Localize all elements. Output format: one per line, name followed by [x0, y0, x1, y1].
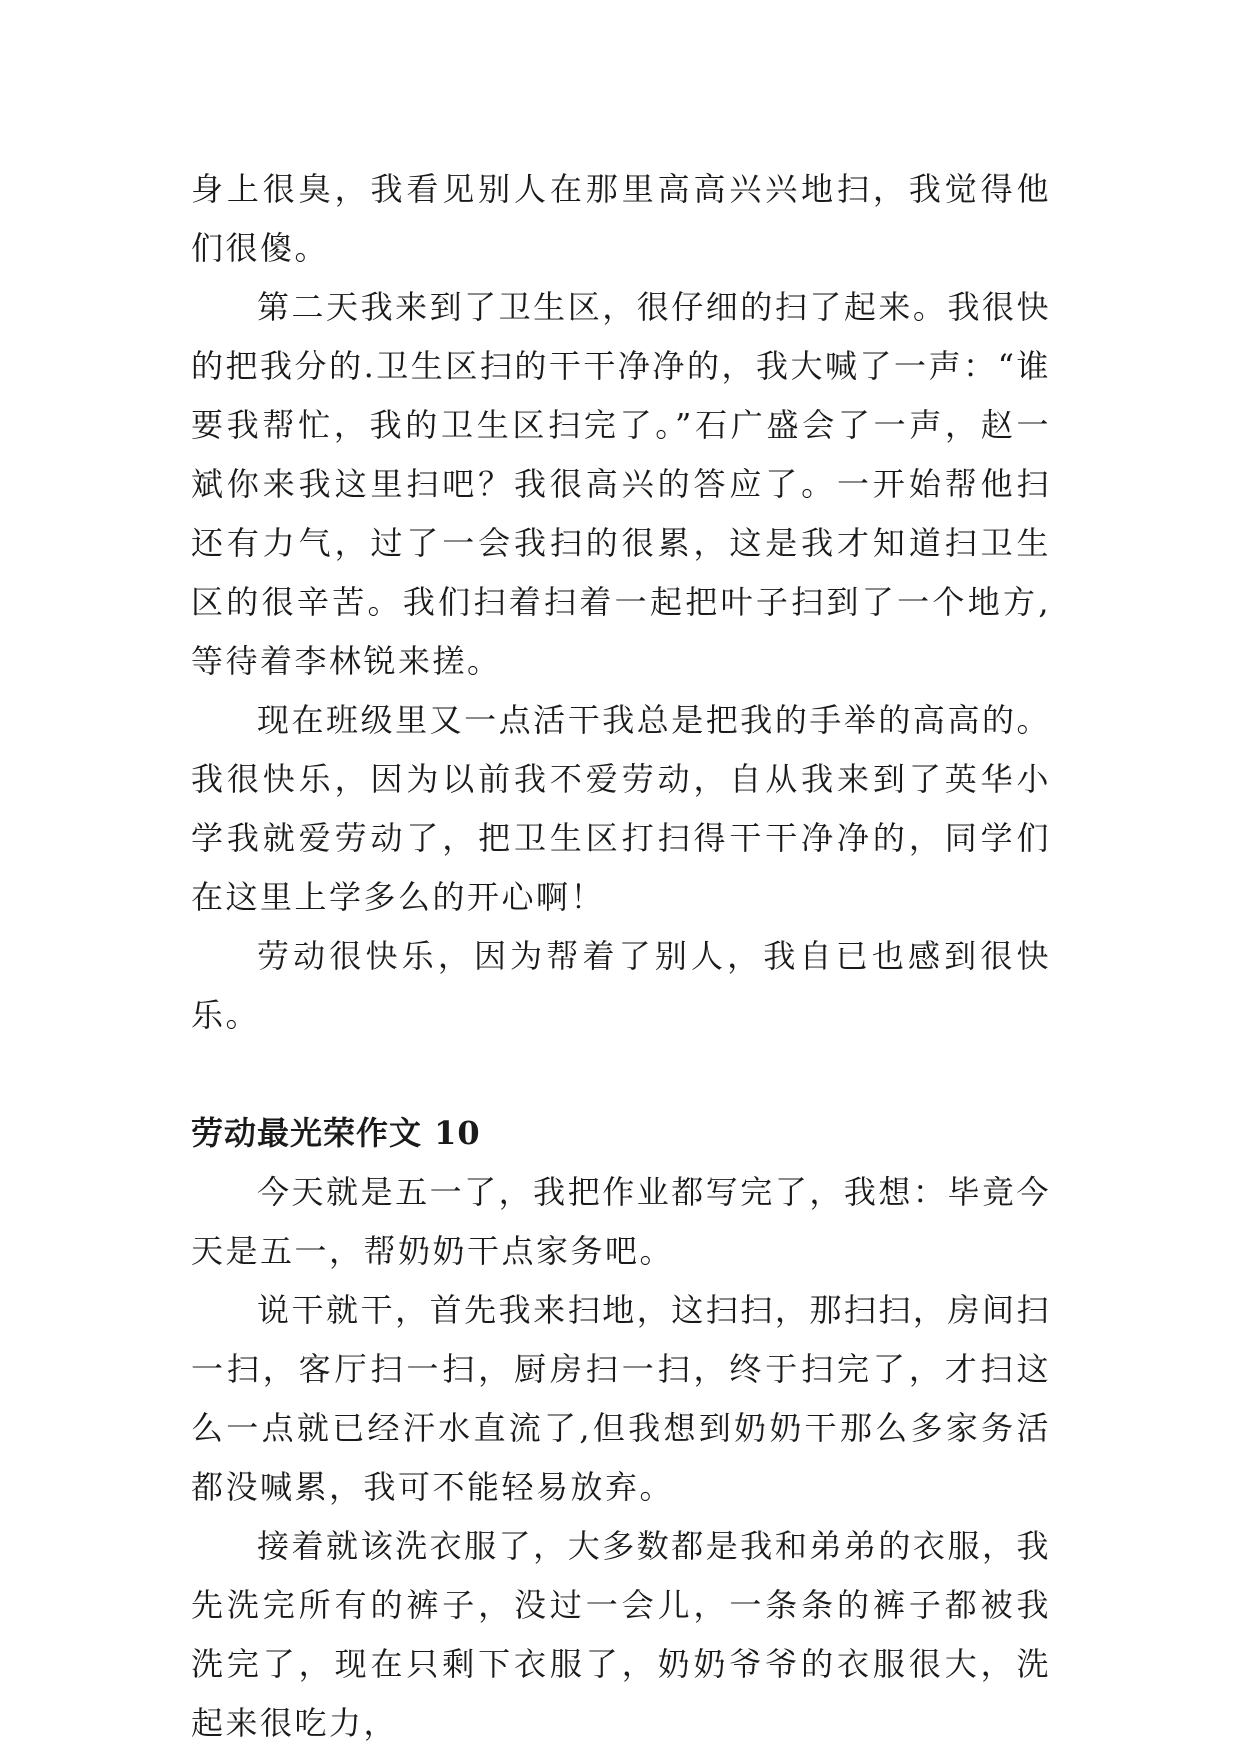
paragraph: 劳动很快乐，因为帮着了别人，我自已也感到很快乐。: [191, 937, 1051, 1034]
section-title: 劳动最光荣作文 10: [191, 1114, 481, 1152]
paragraph: 今天就是五一了，我把作业都写完了，我想：毕竟今天是五一，帮奶奶干点家务吧。: [191, 1173, 1051, 1270]
paragraph-continuation: 身上很臭，我看见别人在那里高高兴兴地扫，我觉得他们很傻。: [191, 170, 1051, 267]
paragraph: 接着就该洗衣服了，大多数都是我和弟弟的衣服，我先洗完所有的裤子，没过一会儿，一条条的裤子都被我洗完了，现在只剩下衣服了，奶奶爷爷的衣服很大，洗起来很吃力，: [191, 1527, 1051, 1742]
document-body: [191, 160, 1051, 1753]
paragraph: 说干就干，首先我来扫地，这扫扫，那扫扫，房间扫一扫，客厅扫一扫，厨房扫一扫，终于扫完了，才扫这么一点就已经汗水直流了,但我想到奶奶干那么多家务活都没喊累，我可不能轻易放弃。: [191, 1291, 1051, 1506]
paragraph: 第二天我来到了卫生区，很仔细的扫了起来。我很快的把我分的.卫生区扫的干干净净的，我大喊了一声：“谁要我帮忙，我的卫生区扫完了。”石广盛会了一声，赵一斌你来我这里扫吧？我很高兴的答应了。一开始帮他扫还有力气，过了一会我扫的很累，这是我才知道扫卫生区的很辛苦。我们扫着扫着一起把叶子扫到了一个地方,等待着李林锐来搓。: [191, 288, 1051, 680]
paragraph: 现在班级里又一点活干我总是把我的手举的高高的。我很快乐，因为以前我不爱劳动，自从我来到了英华小学我就爱劳动了，把卫生区打扫得干干净净的，同学们在这里上学多么的开心啊！: [191, 701, 1051, 916]
